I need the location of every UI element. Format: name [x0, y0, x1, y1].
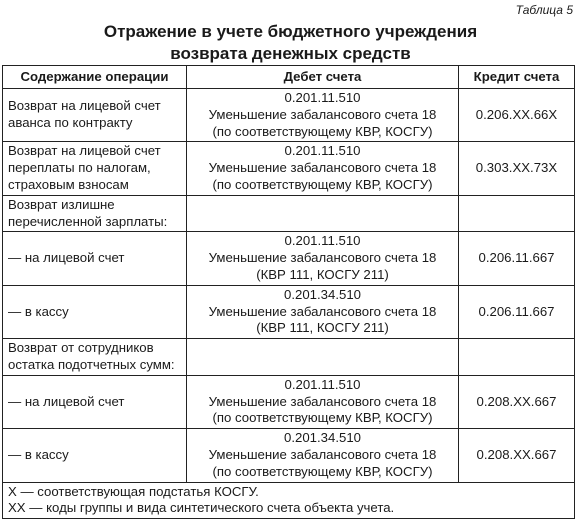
- title-line-2: возврата денежных средств: [170, 44, 411, 63]
- debet-text: (по соответствующему КВР, КОСГУ): [212, 123, 433, 139]
- credit-cell: 0.206.11.667: [459, 232, 575, 285]
- credit-cell: 0.208.ХХ.667: [459, 375, 575, 428]
- debet-text: (по соответствующему КВР, КОСГУ): [212, 176, 433, 192]
- debet-text: Уменьшение забалансового счета 18: [208, 160, 437, 176]
- note-line: Х — соответствующая подстатья КОСГУ.: [8, 483, 259, 499]
- operation-cell: [3, 232, 187, 285]
- operation-cell: [3, 429, 187, 482]
- debet-text: 0.201.11.510: [284, 376, 361, 392]
- operation-cell: [3, 195, 187, 232]
- operation-text: переплаты по налогам,: [8, 160, 151, 176]
- table-row: [3, 285, 575, 338]
- debet-text: Уменьшение забалансового счета 18: [208, 303, 437, 319]
- credit-cell: [459, 195, 575, 232]
- note-line: ХХ — коды группы и вида синтетического счета объекта учета.: [8, 500, 395, 516]
- debet-text: (КВР 111, КОСГУ 211): [256, 320, 389, 336]
- table-body: [3, 89, 575, 519]
- debet-cell: [187, 195, 459, 232]
- operation-cell: [3, 339, 187, 376]
- debet-text: 0.201.11.510: [284, 143, 361, 159]
- debet-text: Уменьшение забалансового счета 18: [208, 250, 437, 266]
- header-credit: Кредит счета: [459, 66, 575, 89]
- header-row: [3, 66, 575, 89]
- notes-cell: [3, 482, 575, 519]
- credit-cell: 0.303.ХХ.73Х: [459, 142, 575, 195]
- debet-text: (по соответствующему КВР, КОСГУ): [212, 410, 433, 426]
- header-operation: Содержание операции: [3, 66, 187, 89]
- debet-text: 0.201.34.510: [283, 286, 361, 302]
- operation-text: перечисленной зарплаты:: [8, 213, 168, 229]
- debet-cell: [187, 142, 459, 195]
- credit-cell: 0.206.11.667: [459, 285, 575, 338]
- debet-text: 0.201.34.510: [283, 430, 361, 446]
- debet-cell: [187, 232, 459, 285]
- document-title: [0, 21, 581, 65]
- table-row: [3, 142, 575, 195]
- operation-cell: [3, 142, 187, 195]
- table-row: [3, 232, 575, 285]
- operation-text: Возврат от сотрудников: [8, 340, 154, 356]
- debet-text: Уменьшение забалансового счета 18: [208, 106, 437, 122]
- operation-text: страховым взносам: [8, 176, 129, 192]
- header-debet: Дебет счета: [187, 66, 459, 89]
- debet-text: 0.201.11.510: [284, 233, 361, 249]
- debet-text: Уменьшение забалансового счета 18: [208, 446, 437, 462]
- table-row: [3, 429, 575, 482]
- operation-cell: [3, 375, 187, 428]
- accounting-table: [2, 65, 575, 519]
- table-row: [3, 195, 575, 232]
- debet-text: Уменьшение забалансового счета 18: [208, 393, 437, 409]
- operation-text: Возврат на лицевой счет: [8, 143, 161, 159]
- title-line-1: Отражение в учете бюджетного учреждения: [103, 22, 478, 41]
- operation-text: остатка подотчетных сумм:: [8, 356, 175, 372]
- operation-text: аванса по контракту: [8, 115, 133, 131]
- debet-text: 0.201.11.510: [284, 90, 361, 105]
- table-row: [3, 339, 575, 376]
- debet-text: (КВР 111, КОСГУ 211): [256, 266, 389, 282]
- operation-text: Возврат излишне: [8, 196, 115, 212]
- table-row: [3, 89, 575, 142]
- credit-cell: 0.208.ХХ.667: [459, 429, 575, 482]
- operation-text: Возврат на лицевой счет: [8, 98, 161, 114]
- operation-text: — на лицевой счет: [8, 393, 125, 409]
- debet-cell: [187, 285, 459, 338]
- table-number: Таблица 5: [515, 3, 573, 17]
- table-row: [3, 375, 575, 428]
- notes-row: [3, 482, 575, 519]
- operation-text: — в кассу: [8, 303, 69, 319]
- operation-cell: [3, 89, 187, 142]
- debet-cell: [187, 339, 459, 376]
- debet-cell: [187, 89, 459, 142]
- operation-text: — на лицевой счет: [8, 250, 125, 266]
- credit-cell: 0.206.ХХ.66Х: [459, 89, 575, 142]
- credit-cell: [459, 339, 575, 376]
- operation-text: — в кассу: [8, 446, 69, 462]
- debet-cell: [187, 429, 459, 482]
- debet-cell: [187, 375, 459, 428]
- operation-cell: [3, 285, 187, 338]
- debet-text: (по соответствующему КВР, КОСГУ): [212, 463, 433, 479]
